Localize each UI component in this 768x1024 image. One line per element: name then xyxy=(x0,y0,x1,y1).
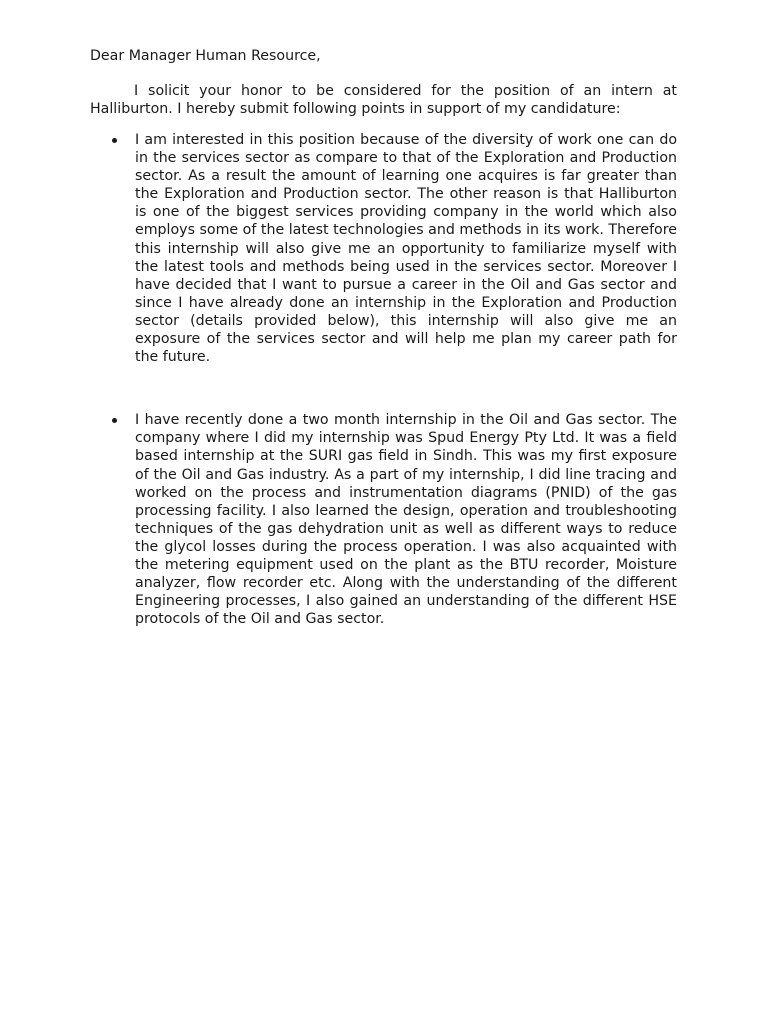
bullet-text: I am interested in this position because of the diversity of work one can do in the services sector as compare to that of the Exploration and Production sector. As a result the amount of learning one acquires is far greater than the Exploration and Production sector. The other reason is that Halliburton is one of the biggest services providing company in the world which also employs some of the latest technologies and methods in its work. Therefore this internship will also give me an opportunity to familiarize myself with the latest tools and methods being used in the services sector. Moreover I have decided that I want to pursue a career in the Oil and Gas sector and since I have already done an internship in the Exploration and Production sector (details provided below), this internship will also give me an exposure of the services sector and will help me plan my career path for the future. xyxy=(135,132,677,366)
list-item xyxy=(90,411,677,628)
intro-paragraph: I solicit your honor to be considered for the position of an intern at Halliburton. I hereby submit following points in support of my candidature: xyxy=(90,83,677,118)
bullet-icon xyxy=(112,138,117,143)
bullet-list xyxy=(90,131,677,628)
bullet-icon xyxy=(112,418,117,423)
list-item xyxy=(90,131,677,366)
bullet-text: I have recently done a two month internship in the Oil and Gas sector. The company where I did my internship was Spud Energy Pty Ltd. It was a field based internship at the SURI gas field in Sindh. This was my first exposure of the Oil and Gas industry. As a part of my internship, I did line tracing and worked on the process and instrumentation diagrams (PNID) of the gas processing facility. I also learned the design, operation and troubleshooting techniques of the gas dehydration unit as well as different ways to reduce the glycol losses during the process operation. I was also acquainted with the metering equipment used on the plant as the BTU recorder, Moisture analyzer, flow recorder etc. Along with the understanding of the different Engineering processes, I also gained an understanding of the different HSE protocols of the Oil and Gas sector. xyxy=(135,412,677,628)
salutation: Dear Manager Human Resource, xyxy=(90,48,321,64)
